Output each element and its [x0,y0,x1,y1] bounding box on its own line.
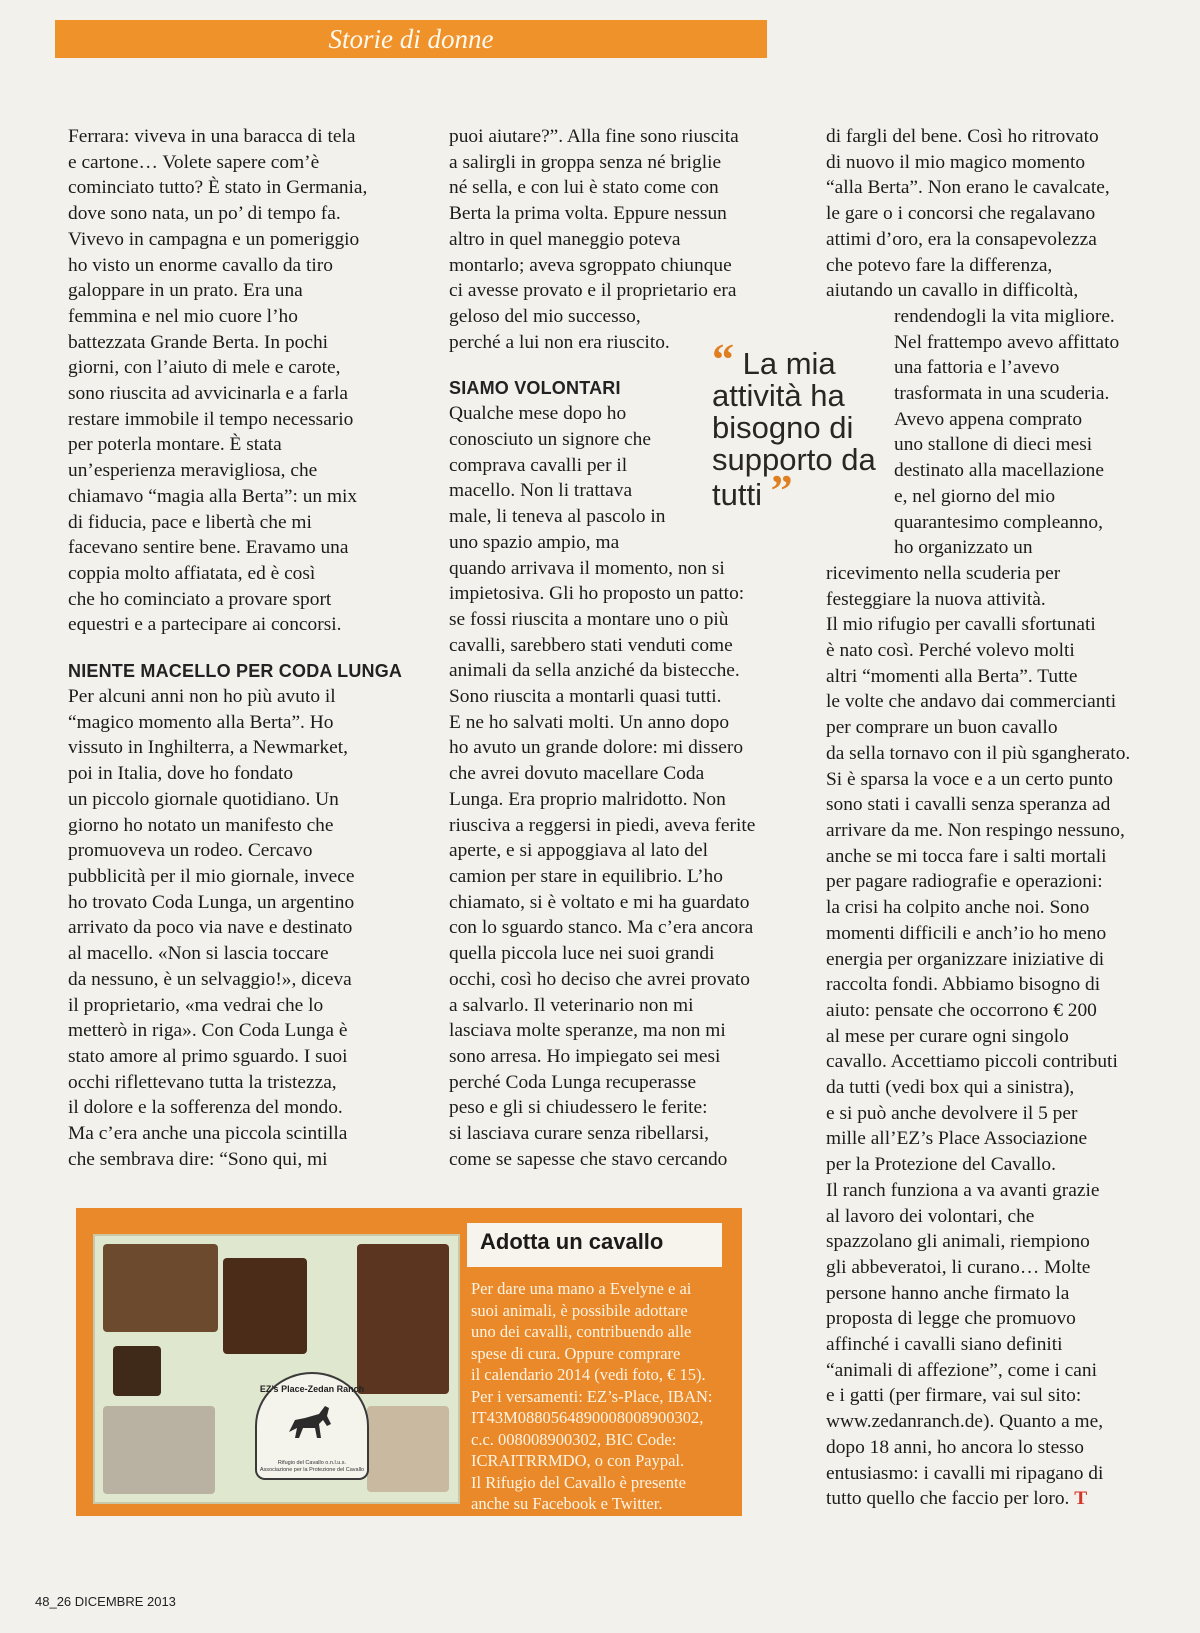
text-line: che avrei dovuto macellare Coda [449,763,705,785]
box-text-line: IT43M0880564890008008900302, [471,1408,704,1427]
text-line: un piccolo giornale quotidiano. Un [68,788,339,810]
text-line: Il ranch funziona a va avanti grazie [826,1179,1100,1201]
text-line: cominciato tutto? È stato in Germania, [68,177,368,199]
pull-quote [712,335,892,515]
text-line-final-text: tutto quello che faccio per loro. [826,1488,1070,1510]
box-text-line: c.c. 008008900302, BIC Code: [471,1429,677,1449]
box-text-line: ICRAITRRMDO, o con Paypal. [471,1451,685,1470]
text-line: destinato alla macellazione [894,460,1104,482]
text-line: momenti difficili e anch’io ho meno [826,922,1107,944]
ranch-logo-badge [255,1372,369,1480]
text-line: di fiducia, pace e libertà che mi [68,511,312,533]
open-quote-mark: “ [712,335,734,384]
badge-title: EZ’s Place-Zedan Ranch [259,1384,365,1394]
text-line: altro in quel maneggio poteva [449,228,681,250]
text-line: gli abbeveratoi, li curano… Molte [826,1256,1091,1278]
text-line: camion per stare in equilibrio. L’ho [449,865,723,887]
text-line: aiuto: pensate che occorrono € 200 [826,999,1097,1021]
text-line: conosciuto un signore che [449,429,651,451]
subheading-siamo-volontari: SIAMO VOLONTARI [449,378,621,399]
text-line: Si è sparsa la voce e a un certo punto [826,768,1113,790]
text-line: occhi, così ho deciso che avrei provato [449,968,750,990]
text-line: dopo 18 anni, ho ancora lo stesso [826,1436,1084,1458]
text-line: animali da sella anziché da bistecche. [449,660,740,682]
text-line: spazzolano gli animali, riempiono [826,1231,1090,1253]
text-line: e cartone… Volete sapere com’è [68,151,320,173]
text-line: festeggiare la nuova attività. [826,588,1046,610]
subheading-niente-macello: NIENTE MACELLO PER CODA LUNGA [68,661,403,682]
horse-photo-1 [103,1244,218,1332]
horse-photo-6 [367,1406,449,1492]
column-1-body [68,124,413,638]
text-line: galoppare in un prato. Era una [68,280,303,302]
text-line: lasciava molte speranze, ma non mi [449,1020,726,1042]
box-text-line: suoi animali, è possibile adottare [471,1300,688,1320]
text-line: trasformata in una scuderia. [894,383,1110,405]
adopt-box-text [471,1278,736,1515]
text-line: energia per organizzare iniziative di [826,948,1105,970]
horse-photo-collage [93,1234,460,1504]
text-line: Ferrara: viveva in una baracca di tela [68,126,356,147]
text-line: impietosiva. Gli ho proposto un patto: [449,583,745,605]
text-line: Avevo appena comprato [894,408,1083,430]
text-line: E ne ho salvati molti. Un anno dopo [449,711,730,733]
text-line: persone hanno anche firmato la [826,1282,1070,1304]
text-line: e i gatti (per firmare, vai sul sito: [826,1385,1082,1407]
text-line: vissuto in Inghilterra, a Newmarket, [68,737,349,759]
column-1-body-2 [68,684,413,1172]
text-line: al mese per curare ogni singolo [826,1025,1069,1047]
text-line: Nel frattempo avevo affittato [894,331,1120,353]
text-line: è nato così. Perché volevo molti [826,640,1075,662]
text-line: a salvarlo. Il veterinario non mi [449,994,694,1016]
close-quote-mark: ” [770,466,793,515]
text-line: rendendogli la vita migliore. [894,305,1115,327]
text-line: arrivato da poco via nave e destinato [68,917,353,939]
text-line: occhi riflettevano tutta la tristezza, [68,1071,337,1093]
text-line: per la Protezione del Cavallo. [826,1154,1056,1176]
text-line: uno stallone di dieci mesi [894,434,1093,456]
text-line: per pagare radiografie e operazioni: [826,871,1103,893]
box-text-line: uno dei cavalli, contribuendo alle [471,1322,692,1341]
text-line: il proprietario, «ma vedrai che lo [68,994,324,1016]
text-line: geloso del mio successo, [449,305,641,327]
text-line-final [826,1486,1151,1512]
text-line: che potevo fare la differenza, [826,254,1053,276]
text-line: di nuovo il mio magico momento [826,151,1086,173]
badge-footer [257,1460,367,1474]
text-line: ho visto un enorme cavallo da tiro [68,254,333,276]
text-line: mille all’EZ’s Place Associazione [826,1128,1088,1150]
text-line: uno spazio ampio, ma [449,531,620,553]
column-2-body-2 [449,401,791,1172]
text-line: Qualche mese dopo ho [449,403,627,425]
page-footer: 48_26 DICEMBRE 2013 [35,1594,176,1609]
text-line: le volte che andavo dai commercianti [826,691,1117,713]
horse-silhouette-icon [281,1402,341,1444]
box-text-line: anche su Facebook e Twitter. [471,1494,663,1513]
text-line: poi in Italia, dove ho fondato [68,763,294,785]
text-line: altri “momenti alla Berta”. Tutte [826,665,1078,687]
text-line: sono arresa. Ho impiegato sei mesi [449,1045,721,1067]
text-line: puoi aiutare?”. Alla fine sono riuscita [449,126,739,147]
text-line: si lasciava curare senza ribellarsi, [449,1123,710,1145]
text-line: comprava cavalli per il [449,454,628,476]
text-line: ho organizzato un [894,537,1033,559]
text-line: facevano sentire bene. Eravamo una [68,537,349,559]
text-line: al macello. «Non si lascia toccare [68,943,329,965]
text-line: cavalli, sarebbero stati venduti come [449,634,733,656]
text-line: arrivare da me. Non respingo nessuno, [826,819,1125,841]
text-line: Il mio rifugio per cavalli sfortunati [826,614,1096,636]
text-line: restare immobile il tempo necessario [68,408,354,430]
text-line: Sono riuscita a montarli quasi tutti. [449,686,722,708]
text-line: “alla Berta”. Non erano le cavalcate, [826,177,1110,199]
text-line: ho trovato Coda Lunga, un argentino [68,891,355,913]
text-line: chiamato, si è voltato e mi ha guardato [449,891,750,913]
text-line: proposta di legge che promuovo [826,1308,1076,1330]
section-header-band [55,20,767,58]
text-line: per comprare un buon cavallo [826,717,1058,739]
text-line: stato amore al primo sguardo. I suoi [68,1045,348,1067]
text-line: pubblicità per il mio giornale, invece [68,865,355,887]
box-text-line: Per i versamenti: EZ’s-Place, IBAN: [471,1386,713,1406]
column-2-body [449,124,791,355]
text-line: il dolore e la sofferenza del mondo. [68,1097,343,1119]
text-line: se fossi riuscita a montare uno o più [449,608,729,630]
text-line: affinché i cavalli siano definiti [826,1334,1063,1356]
article-column-2 [449,124,791,1172]
text-line: femmina e nel mio cuore l’ho [68,305,298,327]
text-line: sono stati i cavalli senza speranza ad [826,794,1111,816]
text-line: ci avesse provato e il proprietario era [449,280,737,302]
text-line: la crisi ha colpito anche noi. Sono [826,897,1090,919]
column-3-body [826,124,1151,1512]
adopt-box-title: Adotta un cavallo [480,1229,664,1254]
text-line: da tutti (vedi box qui a sinistra), [826,1077,1075,1099]
text-line: giorno ho notato un manifesto che [68,814,334,836]
text-line: le gare o i concorsi che regalavano [826,203,1096,225]
badge-footer-line-2: Associazione per la Protezione del Cavallo [259,1467,365,1473]
article-column-1 [68,124,413,1172]
text-line: ricevimento nella scuderia per [826,562,1061,584]
text-line: e si può anche devolvere il 5 per [826,1102,1078,1124]
box-text-line: spese di cura. Oppure comprare [471,1343,681,1363]
text-line: attimi d’oro, era la consapevolezza [826,228,1097,250]
text-line: aperte, e si appoggiava al lato del [449,840,708,862]
end-mark: T [1074,1488,1088,1510]
text-line: cavallo. Accettiamo piccoli contributi [826,1051,1118,1073]
text-line: peso e gli si chiudessero le ferite: [449,1097,708,1119]
text-line: al lavoro dei volontari, che [826,1205,1035,1227]
text-line: e, nel giorno del mio [894,485,1056,507]
text-line: per poterla montare. È stata [68,434,282,456]
text-line: perché a lui non era riuscito. [449,331,670,353]
text-line: da sella tornavo con il più sgangherato. [826,742,1131,764]
text-line: “animali di affezione”, come i cani [826,1359,1097,1381]
horse-photo-3 [357,1244,449,1394]
text-line: male, li teneva al pascolo in [449,506,666,528]
text-line: ho avuto un grande dolore: mi dissero [449,737,744,759]
text-line: battezzata Grande Berta. In pochi [68,331,329,353]
text-line: Lunga. Era proprio malridotto. Non [449,788,726,810]
text-line: che ho cominciato a provare sport [68,588,332,610]
text-line: entusiasmo: i cavalli mi ripagano di [826,1462,1104,1484]
text-line: un’esperienza meravigliosa, che [68,460,318,482]
pull-quote-text: La mia attività ha bisogno di supporto da tutti [712,346,876,512]
text-line: coppia molto affiatata, ed è così [68,562,316,584]
text-line: anche se mi tocca fare i salti mortali [826,845,1107,867]
text-line: giorni, con l’aiuto di mele e carote, [68,357,341,379]
horse-photo-4 [113,1346,161,1396]
text-line: Berta la prima volta. Eppure nessun [449,203,727,225]
text-line: Per alcuni anni non ho più avuto il [68,686,336,708]
badge-footer-line-1: Rifugio del Cavallo o.n.l.u.s. [277,1460,347,1466]
text-line: con lo sguardo stanco. Ma c’era ancora [449,917,754,939]
text-line: www.zedanranch.de). Quanto a me, [826,1411,1104,1433]
text-line: chiamavo “magia alla Berta”: un mix [68,485,358,507]
horse-photo-2 [223,1258,307,1354]
text-line: raccolta fondi. Abbiamo bisogno di [826,974,1101,996]
horse-photo-5 [103,1406,215,1494]
article-column-3 [826,124,1151,1512]
text-line: equestri e a partecipare ai concorsi. [68,614,342,636]
text-line: quando arrivava il momento, non si [449,557,725,579]
text-line: perché Coda Lunga recuperasse [449,1071,697,1093]
text-line: sono riuscita ad avvicinarla e a farla [68,383,348,405]
text-line: quarantesimo compleanno, [894,511,1103,533]
text-line: riusciva a reggersi in piedi, aveva ferite [449,814,756,836]
text-line: a salirgli in groppa senza né briglie [449,151,722,173]
text-line: dove sono nata, un po’ di tempo fa. [68,203,341,225]
box-text-line: il calendario 2014 (vedi foto, € 15). [471,1365,706,1384]
box-text-line: Per dare una mano a Evelyne e ai [471,1279,692,1298]
text-line: macello. Non li trattava [449,480,633,502]
text-line: Vivevo in campagna e un pomeriggio [68,228,360,250]
text-line: montarlo; aveva sgroppato chiunque [449,254,732,276]
text-line: “magico momento alla Berta”. Ho [68,711,334,733]
text-line: da nessuno, è un selvaggio!», diceva [68,968,352,990]
text-line: né sella, e con lui è stato come con [449,177,719,199]
text-line: Ma c’era anche una piccola scintilla [68,1123,348,1145]
text-line: come se sapesse che stavo cercando [449,1148,728,1170]
section-title: Storie di donne [328,24,494,54]
text-line: aiutando un cavallo in difficoltà, [826,280,1079,302]
text-line: una fattoria e l’avevo [894,357,1060,379]
text-line: di fargli del bene. Così ho ritrovato [826,126,1099,147]
text-line: che sembrava dire: “Sono qui, mi [68,1148,328,1170]
text-line: quella piccola luce nei suoi grandi [449,943,715,965]
text-line: metterò in riga». Con Coda Lunga è [68,1020,348,1042]
box-text-line: Il Rifugio del Cavallo è presente [471,1472,686,1492]
text-line: promuoveva un rodeo. Cercavo [68,840,313,862]
